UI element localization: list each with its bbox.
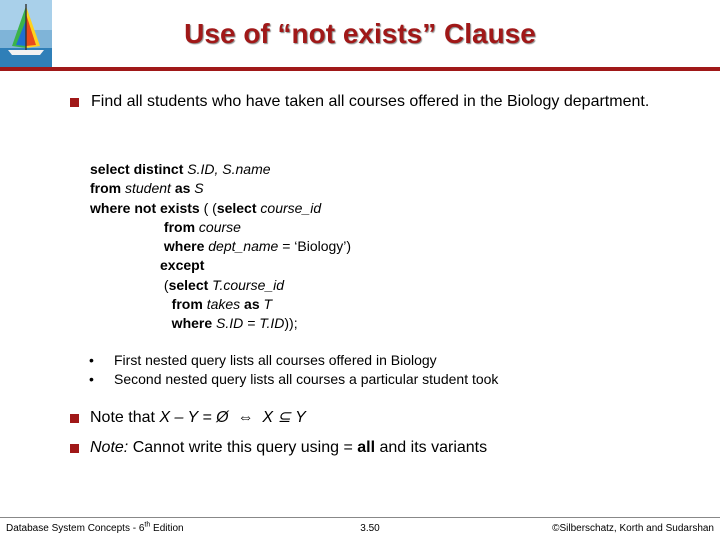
bullet-square [70, 414, 79, 423]
page-number: 3.50 [360, 523, 380, 534]
sql-line [90, 160, 351, 179]
sql-token: where [90, 315, 217, 332]
title-divider [0, 67, 720, 71]
sql-token: except [90, 257, 205, 274]
sub-bullet-2: Second nested query lists all courses a particular student took [114, 371, 499, 387]
bullet-square [70, 444, 79, 453]
sql-line [90, 256, 351, 275]
sql-token: where not exists [90, 199, 204, 216]
sql-token: student [125, 180, 175, 197]
sql-token: select [168, 276, 213, 293]
sql-token: select distinct [90, 161, 188, 177]
sql-token: S [194, 180, 204, 197]
sql-token: dept_name [208, 238, 279, 255]
sql-token: from [90, 218, 199, 235]
sql-query [90, 160, 351, 334]
sql-token: S.ID = T.ID [216, 315, 285, 332]
sql-line [90, 314, 351, 333]
note2-label: Note: [90, 439, 129, 456]
footer-divider [0, 517, 720, 518]
iff-symbol: ⇔ [237, 409, 254, 426]
footer-left: Database System Concepts - 6th Edition [6, 521, 184, 534]
sql-line [90, 276, 351, 295]
note1-expr: X – Y = Ø [159, 409, 229, 426]
note-set-equivalence [90, 406, 306, 430]
sql-token: from [90, 296, 207, 313]
sql-token: T [263, 296, 273, 313]
sql-token: course_id [260, 199, 322, 216]
sub-bullet-dot: • [89, 352, 94, 368]
sql-token: course [198, 218, 241, 235]
sql-token: takes [206, 296, 245, 313]
sql-token: select [216, 199, 261, 216]
intro-text: Find all students who have taken all courses offered in the Biology department. [91, 93, 650, 110]
sql-token: = ‘Biology’) [278, 238, 352, 255]
sql-line [90, 237, 351, 256]
sql-token: T.course_id [212, 276, 285, 293]
note1-prefix: Note that [90, 409, 160, 426]
sql-token: where [90, 238, 209, 255]
note2-tail: and its variants [375, 439, 488, 456]
sql-token: ( [90, 276, 169, 293]
sql-token: S.ID, S.name [187, 161, 271, 177]
sql-token: )); [284, 315, 298, 332]
note2-bold: all [357, 439, 376, 456]
sql-line [90, 295, 351, 314]
note-all-variants [90, 436, 487, 460]
note2-text: Cannot write this query using = [128, 439, 358, 456]
sub-bullet-dot: • [89, 371, 94, 387]
sql-line [90, 179, 351, 198]
slide-title: Use of “not exists” Clause [184, 18, 536, 49]
sql-token: as [174, 180, 195, 197]
sql-token: as [244, 296, 264, 313]
note1-rhs: X ⊆ Y [262, 409, 306, 426]
sql-token: ( ( [203, 199, 217, 216]
sql-token: from [90, 180, 125, 197]
sql-line [90, 218, 351, 237]
sql-line [90, 199, 351, 218]
footer-copyright: ©Silberschatz, Korth and Sudarshan [552, 523, 714, 534]
bullet-square [70, 98, 79, 107]
sub-bullet-1: First nested query lists all courses offered in Biology [114, 352, 437, 368]
